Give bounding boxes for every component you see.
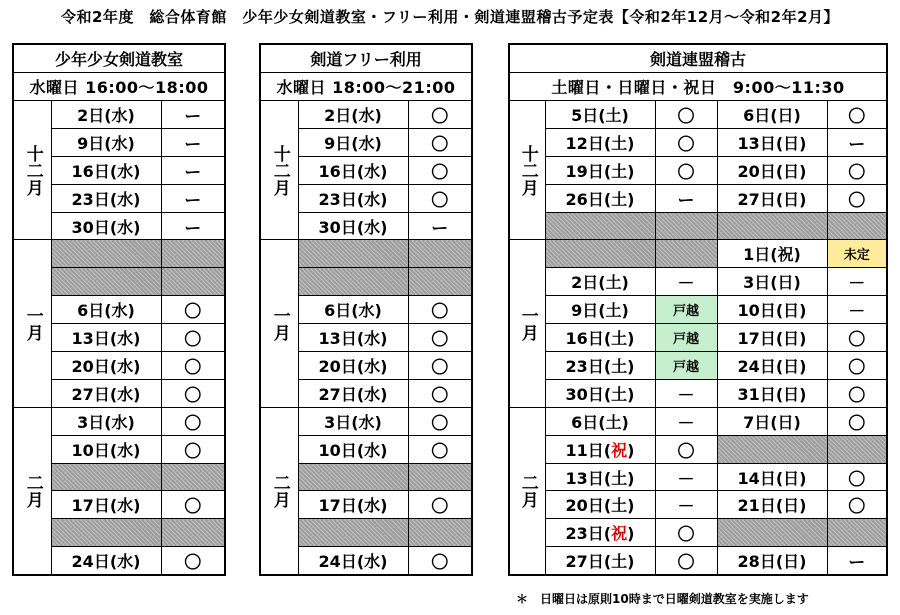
month-january-label: 一月 — [13, 240, 51, 407]
date-cell: 20日(水) — [298, 352, 408, 380]
togoshi-badge: 戸越 — [655, 324, 717, 352]
status-cell: 〇 — [161, 491, 225, 519]
sat-status-cell: ー — [655, 184, 717, 212]
date-cell: 30日(水) — [51, 212, 161, 240]
sun-status-cell: ー — [827, 547, 887, 575]
holiday-status-cell: 〇 — [655, 435, 717, 463]
sun-status-cell: 〇 — [827, 101, 887, 129]
date-cell: 6日(水) — [298, 296, 408, 324]
status-cell: 〇 — [408, 128, 472, 156]
status-cell: 〇 — [408, 547, 472, 575]
date-cell: 23日(水) — [298, 184, 408, 212]
sun-date-cell: 28日(日) — [717, 547, 827, 575]
status-cell: 〇 — [408, 324, 472, 352]
status-cell: 〇 — [161, 379, 225, 407]
sun-date-cell: 6日(日) — [717, 101, 827, 129]
status-cell: 〇 — [408, 296, 472, 324]
sat-status-cell: － — [655, 268, 717, 296]
status-cell: ー — [161, 184, 225, 212]
sat-status-cell: 〇 — [655, 128, 717, 156]
date-cell: 27日(水) — [298, 379, 408, 407]
blank-gray-cell — [298, 519, 408, 547]
date-cell: 2日(水) — [298, 101, 408, 129]
blank-gray-cell — [655, 240, 717, 268]
blank-gray-cell — [51, 240, 161, 268]
sat-date-cell: 16日(土) — [545, 324, 655, 352]
month-january-label: 一月 — [260, 240, 298, 407]
sat-date-cell: 20日(土) — [545, 491, 655, 519]
sun-date-cell: 27日(日) — [717, 184, 827, 212]
blank-gray-cell — [298, 463, 408, 491]
sun-date-cell: 24日(日) — [717, 352, 827, 380]
sat-status-cell: 〇 — [655, 156, 717, 184]
month-february-label: 二月 — [509, 407, 545, 575]
sat-status-cell: 〇 — [655, 101, 717, 129]
month-february-label: 二月 — [13, 407, 51, 575]
blank-gray-cell — [545, 240, 655, 268]
date-cell: 24日(水) — [51, 547, 161, 575]
togoshi-badge: 戸越 — [655, 352, 717, 380]
blank-gray-cell — [51, 268, 161, 296]
month-january-label: 一月 — [509, 240, 545, 407]
date-cell: 17日(水) — [51, 491, 161, 519]
date-cell: 10日(水) — [298, 435, 408, 463]
sun-date-cell: 14日(日) — [717, 463, 827, 491]
date-cell: 3日(水) — [51, 407, 161, 435]
blank-gray-cell — [545, 212, 655, 240]
status-cell: 〇 — [161, 407, 225, 435]
blank-gray-cell — [161, 240, 225, 268]
sun-status-cell: － — [827, 268, 887, 296]
footnote: ＊ 日曜日は原則10時まで日曜剣道教室を実施します — [516, 592, 809, 606]
date-cell: 6日(水) — [51, 296, 161, 324]
month-december-label: 十二月 — [13, 101, 51, 240]
status-cell: 〇 — [161, 352, 225, 380]
league-practice-table — [508, 43, 888, 576]
sun-status-cell: 〇 — [827, 184, 887, 212]
month-december-label: 十二月 — [509, 101, 545, 240]
status-cell: 〇 — [408, 379, 472, 407]
sat-date-cell: 23日(土) — [545, 352, 655, 380]
date-cell: 2日(水) — [51, 101, 161, 129]
sat-status-cell: － — [655, 463, 717, 491]
blank-gray-cell — [51, 463, 161, 491]
togoshi-badge: 戸越 — [655, 296, 717, 324]
sun-date-cell: 3日(日) — [717, 268, 827, 296]
sat-date-cell: 9日(土) — [545, 296, 655, 324]
sat-status-cell: － — [655, 407, 717, 435]
date-cell: 20日(水) — [51, 352, 161, 380]
blank-gray-cell — [717, 519, 827, 547]
blank-gray-cell — [298, 240, 408, 268]
date-cell: 17日(水) — [298, 491, 408, 519]
blank-gray-cell — [655, 212, 717, 240]
status-cell: ー — [408, 212, 472, 240]
sun-status-cell: 〇 — [827, 463, 887, 491]
free-heading: 剣道フリー利用 — [260, 44, 472, 73]
sat-status-cell: 〇 — [655, 547, 717, 575]
blank-gray-cell — [161, 463, 225, 491]
sun-date-cell: 10日(日) — [717, 296, 827, 324]
sat-date-cell: 30日(土) — [545, 379, 655, 407]
sun-status-cell: 〇 — [827, 324, 887, 352]
sat-status-cell: － — [655, 379, 717, 407]
date-cell: 9日(水) — [298, 128, 408, 156]
status-cell: ー — [161, 212, 225, 240]
status-cell: 〇 — [408, 491, 472, 519]
sun-date-cell: 17日(日) — [717, 324, 827, 352]
holiday-kanji: 祝 — [611, 524, 628, 544]
sun-status-cell: 〇 — [827, 407, 887, 435]
blank-gray-cell — [408, 463, 472, 491]
free-use-table — [259, 43, 473, 576]
sun-status-cell: 〇 — [827, 379, 887, 407]
status-cell: 〇 — [408, 407, 472, 435]
status-cell: 〇 — [161, 296, 225, 324]
sun-date-cell: 20日(日) — [717, 156, 827, 184]
status-cell: 〇 — [161, 435, 225, 463]
sun-date-cell: 21日(日) — [717, 491, 827, 519]
date-cell: 13日(水) — [51, 324, 161, 352]
sat-date-cell: 12日(土) — [545, 128, 655, 156]
status-cell: ー — [161, 128, 225, 156]
sun-status-cell: 〇 — [827, 491, 887, 519]
date-cell: 16日(水) — [51, 156, 161, 184]
status-cell: ー — [161, 101, 225, 129]
blank-gray-cell — [408, 240, 472, 268]
status-cell: 〇 — [161, 547, 225, 575]
blank-gray-cell — [827, 519, 887, 547]
sun-date-cell: 31日(日) — [717, 379, 827, 407]
status-cell: 〇 — [161, 324, 225, 352]
blank-gray-cell — [408, 519, 472, 547]
sun-status-cell: ー — [827, 128, 887, 156]
holiday-date-close: ) — [627, 440, 635, 460]
blank-gray-cell — [298, 268, 408, 296]
date-cell: 23日(水) — [51, 184, 161, 212]
status-cell: 〇 — [408, 101, 472, 129]
month-december-label: 十二月 — [260, 101, 298, 240]
date-cell: 3日(水) — [298, 407, 408, 435]
blank-gray-cell — [827, 212, 887, 240]
kids-time: 水曜日 16:00～18:00 — [13, 73, 225, 101]
sun-status-cell: 〇 — [827, 156, 887, 184]
blank-gray-cell — [51, 519, 161, 547]
date-cell: 24日(水) — [298, 547, 408, 575]
date-cell: 9日(水) — [51, 128, 161, 156]
sat-date-cell: 2日(土) — [545, 268, 655, 296]
date-cell: 16日(水) — [298, 156, 408, 184]
kids-class-table — [12, 43, 226, 576]
sat-date-cell: 6日(土) — [545, 407, 655, 435]
sat-date-cell: 13日(土) — [545, 463, 655, 491]
sat-date-cell: 19日(土) — [545, 156, 655, 184]
date-cell: 30日(水) — [298, 212, 408, 240]
holiday-date-number: 11日( — [565, 440, 612, 460]
status-cell: 〇 — [408, 156, 472, 184]
status-cell: ー — [161, 156, 225, 184]
blank-gray-cell — [717, 435, 827, 463]
holiday-status-cell: 〇 — [655, 519, 717, 547]
sun-status-cell: － — [827, 296, 887, 324]
kids-heading: 少年少女剣道教室 — [13, 44, 225, 73]
date-cell: 27日(水) — [51, 379, 161, 407]
sat-date-cell: 27日(土) — [545, 547, 655, 575]
holiday-date-number: 23日( — [565, 524, 612, 544]
league-time: 土曜日・日曜日・祝日 9:00～11:30 — [509, 73, 887, 101]
date-cell: 10日(水) — [51, 435, 161, 463]
sat-status-cell: － — [655, 491, 717, 519]
sun-status-cell: 〇 — [827, 352, 887, 380]
sat-date-cell: 26日(土) — [545, 184, 655, 212]
blank-gray-cell — [161, 519, 225, 547]
holiday-date-close: ) — [627, 524, 635, 544]
holiday-date-cell — [545, 519, 655, 547]
sat-date-cell: 5日(土) — [545, 101, 655, 129]
month-february-label: 二月 — [260, 407, 298, 575]
sun-date-cell: 7日(日) — [717, 407, 827, 435]
sun-date-cell: 13日(日) — [717, 128, 827, 156]
status-cell: 〇 — [408, 435, 472, 463]
holiday-kanji: 祝 — [611, 440, 628, 460]
status-cell: 〇 — [408, 352, 472, 380]
status-cell: 〇 — [408, 184, 472, 212]
league-heading: 剣道連盟稽古 — [509, 44, 887, 73]
holiday-date-cell — [545, 435, 655, 463]
undecided-badge: 未定 — [827, 240, 887, 268]
date-cell: 13日(水) — [298, 324, 408, 352]
blank-gray-cell — [717, 212, 827, 240]
blank-gray-cell — [161, 268, 225, 296]
blank-gray-cell — [408, 268, 472, 296]
page-title: 令和2年度 総合体育館 少年少女剣道教室・フリー利用・剣道連盟稽古予定表【令和2年12月～令和2年2月】 — [60, 8, 840, 26]
free-time: 水曜日 18:00～21:00 — [260, 73, 472, 101]
holiday-date-cell: 1日(祝) — [717, 240, 827, 268]
blank-gray-cell — [827, 435, 887, 463]
